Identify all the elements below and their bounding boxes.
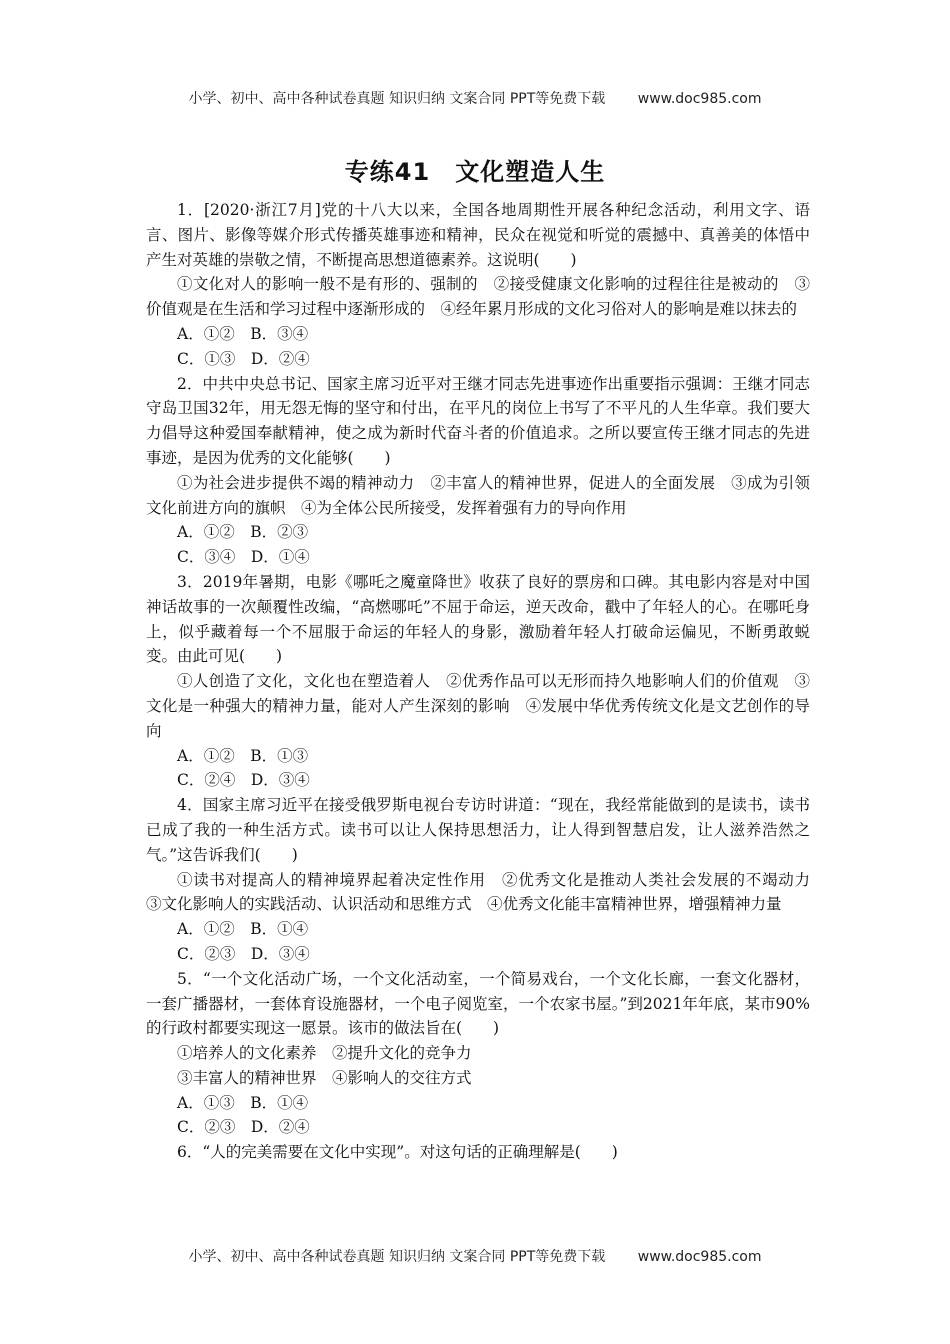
question-4-options-cd: C．②③ D．③④ bbox=[177, 944, 310, 963]
page-header bbox=[0, 88, 950, 108]
page-title: 专练41 文化塑造人生 bbox=[344, 158, 606, 186]
question-3-statements: ①人创造了文化，文化也在塑造着人 ②优秀作品可以无形而持久地影响人们的价值观 ③文化是一种强大的精神力量，能对人产生深刻的影响 ④发展中华优秀传统文化是文艺创作的导向 bbox=[146, 672, 810, 740]
question-2-options-ab: A．①② B．②③ bbox=[177, 523, 309, 542]
question-list bbox=[146, 198, 826, 1165]
question-1-statements: ①文化对人的影响一般不是有形的、强制的 ②接受健康文化影响的过程往往是被动的 ③价值观是在生活和学习过程中逐渐形成的 ④经年累月形成的文化习俗对人的影响是难以抹去的 bbox=[146, 275, 810, 319]
header-text: 小学、初中、高中各种试卷真题 知识归纳 文案合同 PPT等免费下载 bbox=[188, 91, 606, 107]
question-3-options-ab: A．①② B．①③ bbox=[177, 746, 309, 765]
header-url-link[interactable]: www.doc985.com bbox=[637, 91, 762, 107]
question-6-stem: 6．“人的完美需要在文化中实现”。对这句话的正确理解是( ) bbox=[177, 1143, 618, 1162]
page-footer bbox=[0, 1246, 950, 1266]
question-5-options-cd: C．②③ D．②④ bbox=[177, 1118, 310, 1137]
question-4-statements: ①读书对提高人的精神境界起着决定性作用 ②优秀文化是推动人类社会发展的不竭动力 ③文化影响人的实践活动、认识活动和思维方式 ④优秀文化能丰富精神世界，增强精神力量 bbox=[146, 870, 826, 914]
footer-text: 小学、初中、高中各种试卷真题 知识归纳 文案合同 PPT等免费下载 bbox=[188, 1249, 606, 1265]
question-5-stem: 5．“一个文化活动广场，一个文化活动室，一个简易戏台，一个文化长廊，一套文化器材，一套广播器材，一套体育设施器材，一个电子阅览室，一个农家书屋。”到2021年年底，某市90%的行政村都要实现这一愿景。该市的做法旨在( ) bbox=[146, 969, 810, 1038]
question-3-stem: 3．2019年暑期，电影《哪吒之魔童降世》收获了良好的票房和口碑。其电影内容是对中国神话故事的一次颠覆性改编，“高燃哪吒”不屈于命运，逆天改命，戳中了年轻人的心。在哪吒身上，似乎藏着每一个不屈服于命运的年轻人的身影，激励着年轻人打破命运偏见，不断勇敢蜕变。由此可见( ) bbox=[146, 572, 810, 666]
question-4-stem: 4．国家主席习近平在接受俄罗斯电视台专访时讲道：“现在，我经常能做到的是读书，读书已成了我的一种生活方式。读书可以让人保持思想活力，让人得到智慧启发，让人滋养浩然之气。”这告诉我们( ) bbox=[146, 796, 810, 864]
question-3-options-cd: C．②④ D．③④ bbox=[177, 771, 310, 790]
question-4-options-ab: A．①② B．①④ bbox=[177, 920, 309, 939]
question-1-options-ab: A．①② B．③④ bbox=[177, 324, 309, 343]
footer-url-link[interactable]: www.doc985.com bbox=[637, 1249, 762, 1265]
question-2-stem: 2．中共中央总书记、国家主席习近平对王继才同志先进事迹作出重要指示强调：王继才同志守岛卫国32年，用无怨无悔的坚守和付出，在平凡的岗位上书写了不平凡的人生华章。我们要大力倡导这种爱国奉献精神，使之成为新时代奋斗者的价值追求。之所以要宣传王继才同志的先进事迹，是因为优秀的文化能够( ) bbox=[146, 374, 810, 467]
question-5-statements-2: ③丰富人的精神世界 ④影响人的交往方式 bbox=[177, 1068, 472, 1087]
question-5-options-ab: A．①③ B．①④ bbox=[177, 1093, 309, 1112]
question-1-stem: 1．[2020·浙江7月]党的十八大以来，全国各地周期性开展各种纪念活动，利用文字、语言、图片、影像等媒介形式传播英雄事迹和精神，民众在视觉和听觉的震撼中、真善美的体悟中产生对英雄的崇敬之情，不断提高思想道德素养。这说明( ) bbox=[146, 201, 810, 269]
question-2-statements: ①为社会进步提供不竭的精神动力 ②丰富人的精神世界，促进人的全面发展 ③成为引领文化前进方向的旗帜 ④为全体公民所接受，发挥着强有力的导向作用 bbox=[146, 473, 810, 517]
question-2-options-cd: C．③④ D．①④ bbox=[177, 548, 310, 567]
question-1-options-cd: C．①③ D．②④ bbox=[177, 349, 310, 368]
question-5-statements-1: ①培养人的文化素养 ②提升文化的竞争力 bbox=[177, 1044, 472, 1063]
